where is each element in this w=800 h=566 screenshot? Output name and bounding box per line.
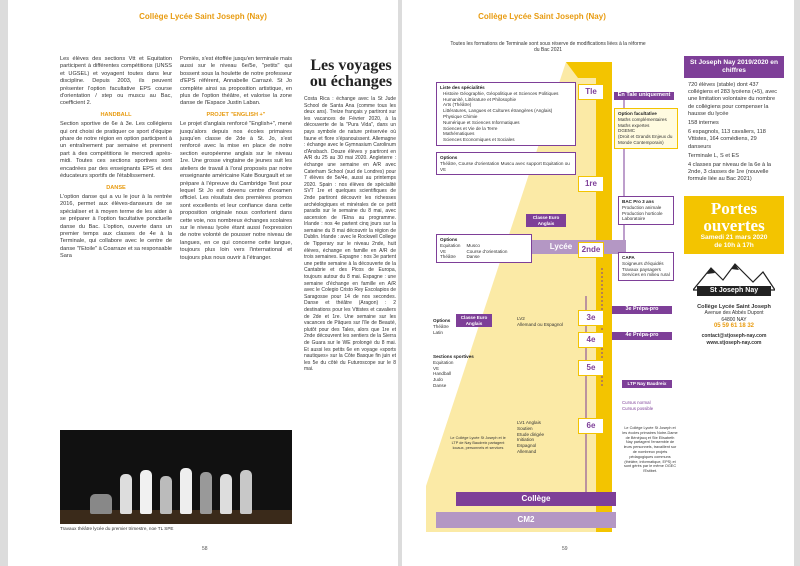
- specialites-title: Liste des spécialités: [440, 85, 485, 90]
- specialite-item: Numérique et Sciences Informatiques: [443, 119, 520, 125]
- grade-6e: 6e: [578, 418, 604, 434]
- opt-item: Vtt: [440, 248, 446, 254]
- opt-item: Course d'orientation: [466, 248, 508, 254]
- grade-1re: 1re: [578, 176, 604, 192]
- school-logo: [693, 260, 775, 300]
- danse-title: DANSE: [106, 184, 126, 191]
- classe-euro-lycee-tag: Classe Euro Anglais: [526, 214, 566, 227]
- grade-4e: 4e: [578, 332, 604, 348]
- logo-text: St Joseph Nay: [709, 286, 759, 294]
- portes-time: de 10h à 17h: [714, 241, 754, 249]
- grade-tle: Tle: [578, 84, 604, 100]
- sidebar: [684, 56, 784, 346]
- sections-sportives-title: Sections sportives: [433, 354, 474, 359]
- lv1-item: Soutien: [517, 425, 533, 431]
- cursus-legend: [622, 400, 653, 412]
- specialite-item: Physique Chimie: [443, 113, 478, 119]
- orientation-diagram: [426, 56, 678, 532]
- cm2-band: CM2: [436, 512, 616, 528]
- option-facultative-box: [614, 108, 678, 149]
- specialite-item: Arts (Théâtre): [443, 102, 472, 108]
- right-page: [402, 0, 794, 566]
- contact-block: [684, 304, 784, 347]
- actor-figure: [220, 474, 232, 514]
- stats-list: [684, 78, 784, 190]
- left-page: [8, 0, 398, 566]
- bac-pro-1: Production animale: [622, 204, 662, 210]
- bac-pro-2: Production horticole: [622, 210, 663, 216]
- sections-sportives-box: [430, 352, 490, 391]
- options-tale-text: Théâtre, Course d'orientation Muscu avec support Equitation ou Vtt: [440, 160, 570, 172]
- opt-item: Latin: [433, 329, 443, 335]
- lv1-item: Initiation: [517, 437, 535, 443]
- options-college-title: Options: [433, 318, 451, 323]
- cursus-possible: Cursus possible: [622, 405, 654, 411]
- stats-title: St Joseph Nay 2019/2020 en chiffres: [684, 56, 784, 78]
- capa-3: Services en milieu rural: [622, 272, 670, 278]
- page-number: 59: [562, 546, 568, 552]
- options-2nde-col1: [440, 243, 460, 260]
- actor-figure: [180, 468, 192, 514]
- actor-figure: [120, 474, 132, 514]
- photo-caption: Travaux théâtre lycée du premier trimestre, noe TL SPE: [60, 526, 174, 531]
- specialite-item: Humanité, Littérature et Philosophie: [443, 96, 517, 102]
- actor-figure: [240, 470, 252, 514]
- opt-fac-4: (Droit et Grands Enjeux du Monde Contemporain): [618, 134, 673, 145]
- sport-item: Judo: [433, 377, 443, 383]
- stat-item: 720 élèves (stable) dont 437 collégiens et 283 lycéens (+5), avec une limitation volontaire du nombre de collégiens pour compenser la hausse du lycée: [688, 82, 778, 117]
- stat-item: 4 classes par niveau de la 6e à la 2nde, 3 classes de 1re (nouvelle formule liée au Bac 2021): [688, 162, 772, 183]
- actor-figure: [90, 494, 112, 514]
- actor-figure: [200, 472, 212, 514]
- bac-pro-3: Laboratoire: [622, 216, 646, 222]
- capa-title: CAPA: [622, 255, 635, 260]
- ltp-tag: LTP Nay Baudreix: [622, 380, 672, 388]
- column-1: [60, 56, 172, 261]
- voyages-text: Costa Rica : échange avec la St Jude School de Santa Ana (comme tous les deux ans). Treize français y partiront sur les vacances de Février 2020, à la découverte de la "Pura Vida", dans un pays symbole de nature préservée où faune et flore s'épanouissent. Allemagne : échange avec le Gymnasium Carolinum d'Ansbach. Douze élèves y partiront en A/R du 25 au 30 mai 2020. Angleterre : échange une semaine en A/R avec Caterham School (sud de Londres) pour 7 élèves de 5e/4e, aussi au printemps 2020. Spain : nos élèves de spécialité SVT 1re et quelques scientifiques de 2nde partiront découvrir les richesses archéologiques et minérales de ce petit paradis sur le semaine du 8 mai, avec ascension de l'Etna au programme. Irlande : nos 4e partent cinq jours sur la semaine du 8 mai découvrir la région de Dublin. Irlande : avec le Rockwell College de Tipperary sur le niveau 2nde, huit élèves, échange en famille en A/R de trois semaines. Espagne : nos 3e partent une petite semaine à la découverte de la Cantabrie et des Picos de Europa, toujours autour du 8 mai. Espagne : une semaine d'échange en famille en A/R avec le Colegio Cristo Rey Escolapios de Saragosse pour 14 de nos secondes. Danse et théâtre (Aragon) : 2 destinations pour les Vttistes et cavaliers de 2de et 1re. Une semaine sur les vacances de Pâques sur l'île de Beauté, plutôt pour des Tales, alors que 1re et 2nde découvrent les sentiers de la Sierra de Guara sur le WE prolongé du 8 mai. Et aussi les petits 6e en voyage «sports nautiques» sur la Côte Basque fin juin et les 5e du côté du Futuroscope sur le 8 mai.: [304, 96, 396, 373]
- projet-english-title: PROJET "ENGLISH +": [206, 111, 266, 118]
- lv1-item: Allemand: [517, 448, 537, 454]
- lv1-item: Etude dirigée: [517, 431, 545, 437]
- theatre-photo: [60, 430, 292, 524]
- sport-item: Vtt: [433, 365, 439, 371]
- opt-item: Musco: [466, 242, 480, 248]
- school-name: Collège Lycée Saint Joseph: [697, 303, 771, 310]
- college-band: Collège: [456, 492, 616, 506]
- specialites-list: [440, 91, 572, 143]
- address-line1: Avenue des Abbés Dupont: [704, 310, 764, 317]
- opt-item: Equitation: [440, 242, 461, 248]
- opt-item: Théâtre: [440, 254, 456, 260]
- stat-item: Terminale L, S et ES: [688, 152, 739, 159]
- reform-note: Toutes les formations de Terminale sont sous réserve de modifications liées à la réforme du Bac 2021: [450, 41, 646, 53]
- capa-1: Soigneurs d'équidés: [622, 260, 664, 266]
- col2-text2: Le projet d'anglais renforcé "English+", mené jusqu'alors depuis nos écoles primaires jusqu'en classe de 2de à St. Jo, s'est renforcé avec la mise en place de notre section européenne anglais sur le niveau 1re. Une grosse vingtaine de jeunes suit les ateliers de travail à l'oral proposés par notre enseignante américaine Kate Bourgault et se prépare à l'épreuve du Cambridge Test pour lequel St Jo est devenu centre d'examen officiel. Les résultats des premières promos sont excellents et leur confiance dans cette proposition originale nous confortent dans cette voie, nos nombreux échanges scolaires sur le niveau lycée étant aussi l'expression de notre volonté de pousser notre niveau de langues, en ce qui concerne cette langue, toujours plus loin vers l'international et toujours plus nous ouvrir à l'étranger.: [180, 121, 292, 261]
- website-link[interactable]: www.stjoseph-nay.com: [706, 339, 762, 346]
- email-link[interactable]: contact@stjoseph-nay.com: [701, 333, 767, 340]
- page-header: Collège Lycée Saint Joseph (Nay): [478, 12, 606, 21]
- lv2-value: Allemand ou Espagnol: [517, 321, 563, 327]
- grade-2nde: 2nde: [578, 242, 604, 258]
- shared-note-ecoles: Le Collège Lycée St Joseph et les écoles primaires Notre-Dame de Bénéjacq et Ste Elisabeth Nay partagent l'ensemble de leurs personnels, travaillent sur de nombreux projets pédagogiques communs (théâtre, informatique, EPS) et sont gérés par le même OGEC l'Estibet.: [622, 426, 678, 474]
- specialite-item: Mathématiques: [443, 131, 475, 137]
- opt-fac-1: Maths complémentaires: [618, 116, 667, 122]
- portes-ouvertes-title: Portes ouvertes: [703, 198, 765, 235]
- options-2nde-box: [436, 234, 532, 263]
- shared-note-ltp: Le Collège Lycée St Joseph et le LTP de Nay Baudreix partagent locaux, personnels et services: [450, 436, 506, 450]
- grade-5e: 5e: [578, 360, 604, 376]
- options-2nde-col2: [466, 243, 507, 260]
- page-header: Collège Lycée Saint Joseph (Nay): [139, 12, 267, 21]
- lv1-box: [514, 418, 574, 457]
- options-college-box: [430, 316, 458, 337]
- options-2nde-title: Options: [440, 237, 458, 242]
- sport-item: Danse: [433, 382, 447, 388]
- specialites-box: [436, 82, 576, 146]
- lv1-item: LV1 Anglais: [517, 420, 541, 425]
- specialite-item: Sciences Economiques et Sociales: [443, 137, 515, 143]
- options-tale-title: Options: [440, 155, 458, 160]
- specialite-item: Littératures, Langues et Cultures étrangères (Anglais): [443, 108, 553, 114]
- specialite-item: Sciences et Vie de la Terre: [443, 125, 498, 131]
- handball-title: HANDBALL: [100, 111, 132, 118]
- cursus-normal: Cursus normal: [622, 400, 651, 405]
- handball-text: Section sportive de 6e à 3e. Les collégiens qui ont choisi de pratiquer ce sport d'équipe phare de notre région en option participent à un entraînement par semaine et prennent part à des compétitions le mercredi après-midi. Toutes ces sections sportives sont encadrées par des enseignants EPS et des éducateurs sportifs de l'établissement.: [60, 121, 172, 180]
- opt-item: Danse: [466, 254, 480, 260]
- capa-2: Travaux paysagers: [622, 266, 661, 272]
- capa-box: [618, 252, 674, 281]
- actor-figure: [160, 476, 172, 514]
- prepa-4-tag: 4e Prépa-pro: [612, 332, 672, 340]
- actor-figure: [140, 470, 152, 514]
- sport-item: Equitation: [433, 359, 454, 365]
- classe-euro-college-tag: Classe Euro Anglais: [456, 314, 492, 327]
- sports-intro: Les élèves des sections Vtt et Equitation participent à différentes compétitions (UNSS et UGSEL) et voyagent toutes dans leur discipline. Depuis 2003, ils peuvent présenter l'option facultative EPS course d'orientation / step ou muscu au Bac, coefficient 2.: [60, 56, 172, 107]
- lv2-label: LV2: [517, 316, 525, 321]
- lv2-box: [514, 314, 570, 330]
- en-tale-tag: En Tale uniquement: [614, 92, 674, 100]
- options-2nde-cols: [440, 243, 528, 260]
- bac-pro-title: BAC Pro 3 ans: [622, 199, 654, 204]
- stat-item: 6 espagnols, 113 cavaliers, 118 Vttistes, 164 comédiens, 29 danseurs: [688, 129, 766, 150]
- option-facultative-title: Option facultative: [618, 111, 657, 116]
- opt-fac-2: Maths expertes: [618, 122, 650, 128]
- column-2: [180, 56, 292, 262]
- options-tale-box: [436, 152, 576, 175]
- danse-text: L'option danse qui a vu le jour à la rentrée 2016, permet aux élèves-danseurs de se spécialiser et à moyen terme de les aider à se préparer à l'option facultative ponctuelle danse du Bac. L'option, ouverte dans un premier temps aux classes de 4e à la Terminale, qui collabore avec le centre de danse "l'Etoile" à Coarraze et sa responsable Sara: [60, 193, 173, 260]
- col2-text1: Pomiès, s'est étoffée jusqu'en terminale mais aussi sur le niveau 6e/5e, "petits" qui bossent sous la houlette de notre professeur d'EPS référent, Annabelle Carrazé. St Jo complète ainsi sa proposition artistique, en plus de l'option théâtre, et valorise la zone danse de l'Espace Justin Laban.: [180, 56, 292, 107]
- column-3: [304, 96, 396, 373]
- lv1-item: Espagnol: [517, 443, 537, 449]
- lycee-band: Lycée: [496, 240, 626, 254]
- phone: 05 59 61 18 32: [713, 323, 755, 330]
- prepa-3-tag: 3e Prépa-pro: [612, 306, 672, 314]
- grade-3e: 3e: [578, 310, 604, 326]
- opt-item: Théâtre: [433, 323, 449, 329]
- voyages-title: Les voyages ou échanges: [309, 57, 393, 90]
- stat-item: 158 internes: [688, 120, 719, 127]
- address-line2: 64800 NAY: [721, 316, 747, 323]
- portes-ouvertes-box: [684, 196, 784, 254]
- specialite-item: Histoire Géographie, Géopolitique et Sciences Politiques: [443, 90, 559, 96]
- bac-pro-box: [618, 196, 674, 225]
- page-number: 58: [202, 546, 208, 552]
- portes-date: Samedi 21 mars 2020: [700, 233, 768, 241]
- sport-item: Handball: [433, 371, 452, 377]
- opt-fac-3: DGEMC: [618, 128, 636, 134]
